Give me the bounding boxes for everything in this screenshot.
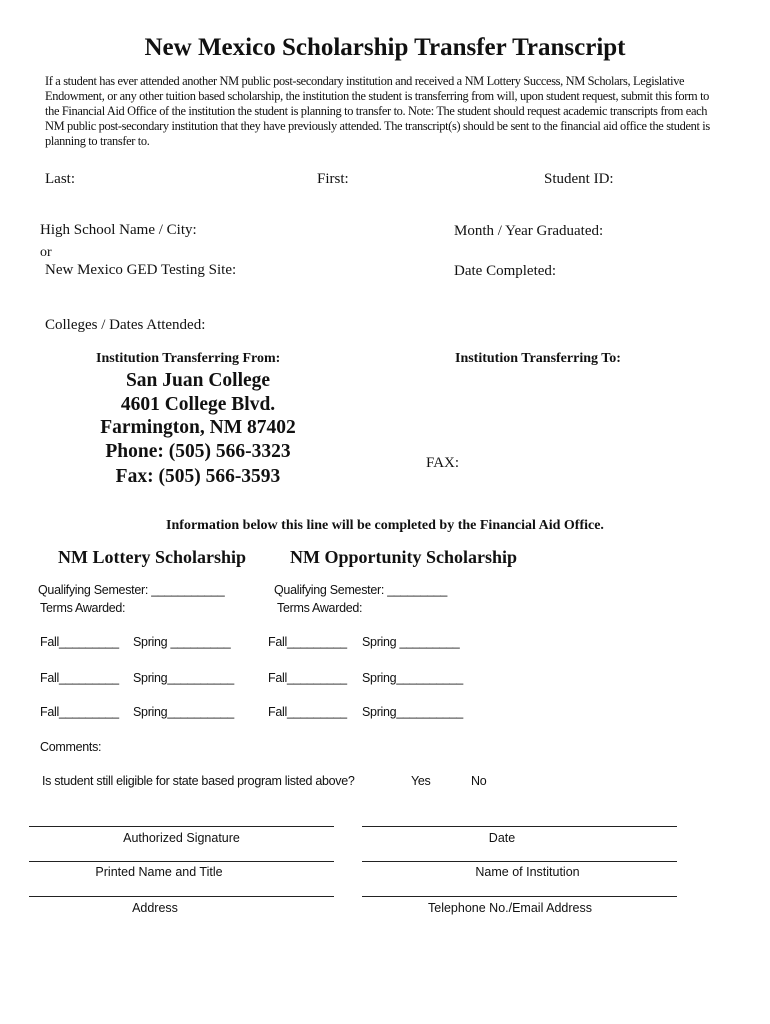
colleges-attended-label: Colleges / Dates Attended:: [45, 317, 206, 333]
lottery-spring-2: Spring__________: [133, 671, 234, 685]
high-school-label: High School Name / City:: [40, 222, 197, 238]
month-year-graduated-label: Month / Year Graduated:: [454, 223, 604, 239]
address-caption: Address: [132, 901, 178, 915]
authorized-signature-caption: Authorized Signature: [123, 831, 240, 845]
printed-name-caption: Printed Name and Title: [95, 865, 223, 879]
lottery-fall-1: Fall_________: [40, 635, 119, 649]
telephone-line: [362, 896, 677, 897]
or-label: or: [40, 245, 52, 260]
signature-line: [29, 826, 334, 827]
date-line: [362, 826, 677, 827]
student-id-label: Student ID:: [544, 171, 614, 187]
lottery-fall-2: Fall_________: [40, 671, 119, 685]
telephone-caption: Telephone No./Email Address: [428, 901, 592, 915]
opportunity-terms-awarded: Terms Awarded:: [277, 601, 363, 615]
lottery-qualifying-semester: Qualifying Semester: ___________: [38, 583, 225, 597]
opportunity-spring-1: Spring _________: [362, 635, 460, 649]
lottery-terms-awarded: Terms Awarded:: [40, 601, 126, 615]
comments-label: Comments:: [40, 740, 102, 754]
from-institution-street: 4601 College Blvd.: [120, 394, 276, 415]
opportunity-qualifying-semester: Qualifying Semester: _________: [274, 583, 448, 597]
lottery-scholarship-heading: NM Lottery Scholarship: [58, 547, 246, 567]
opportunity-spring-3: Spring__________: [362, 705, 463, 719]
eligibility-yes: Yes: [411, 774, 431, 788]
transferring-to-label: Institution Transferring To:: [455, 351, 621, 366]
last-name-label: Last:: [45, 171, 75, 187]
intro-paragraph: If a student has ever attended another NM public post-secondary institution and received a NM Lottery Success, NM Scholars, Legislative Endowment, or any other tuition based scholarship, the institution the student is transferring from will, upon student request, submit this form to the Financial Aid Office of the institution the student is planning to transfer to. Note: The student should request academic transcripts from each NM public post-secondary institution that they have previously attended. The transcript(s) should be sent to the financial aid office the student is planning to transfer to.: [45, 74, 710, 148]
eligibility-question: Is student still eligible for state based program listed above?: [42, 774, 355, 788]
page-title: New Mexico Scholarship Transfer Transcript: [144, 34, 626, 61]
lottery-fall-3: Fall_________: [40, 705, 119, 719]
from-institution-city: Farmington, NM 87402: [100, 417, 296, 438]
address-line: [29, 896, 334, 897]
lottery-spring-3: Spring__________: [133, 705, 234, 719]
opportunity-fall-3: Fall_________: [268, 705, 347, 719]
date-caption: Date: [488, 831, 516, 845]
from-institution-fax: Fax: (505) 566-3593: [115, 466, 281, 487]
first-name-label: First:: [317, 171, 349, 187]
financial-aid-notice: Information below this line will be completed by the Financial Aid Office.: [166, 518, 604, 533]
from-institution-phone: Phone: (505) 566-3323: [105, 441, 291, 462]
from-institution-name: San Juan College: [125, 370, 271, 391]
eligibility-no: No: [471, 774, 487, 788]
to-fax-label: FAX:: [426, 455, 460, 471]
opportunity-fall-2: Fall_________: [268, 671, 347, 685]
institution-name-line: [362, 861, 677, 862]
opportunity-spring-2: Spring__________: [362, 671, 463, 685]
printed-name-line: [29, 861, 334, 862]
transferring-from-label: Institution Transferring From:: [96, 351, 281, 366]
ged-site-label: New Mexico GED Testing Site:: [45, 262, 237, 278]
institution-name-caption: Name of Institution: [475, 865, 580, 879]
lottery-spring-1: Spring _________: [133, 635, 231, 649]
date-completed-label: Date Completed:: [454, 263, 557, 279]
opportunity-scholarship-heading: NM Opportunity Scholarship: [290, 547, 518, 567]
opportunity-fall-1: Fall_________: [268, 635, 347, 649]
